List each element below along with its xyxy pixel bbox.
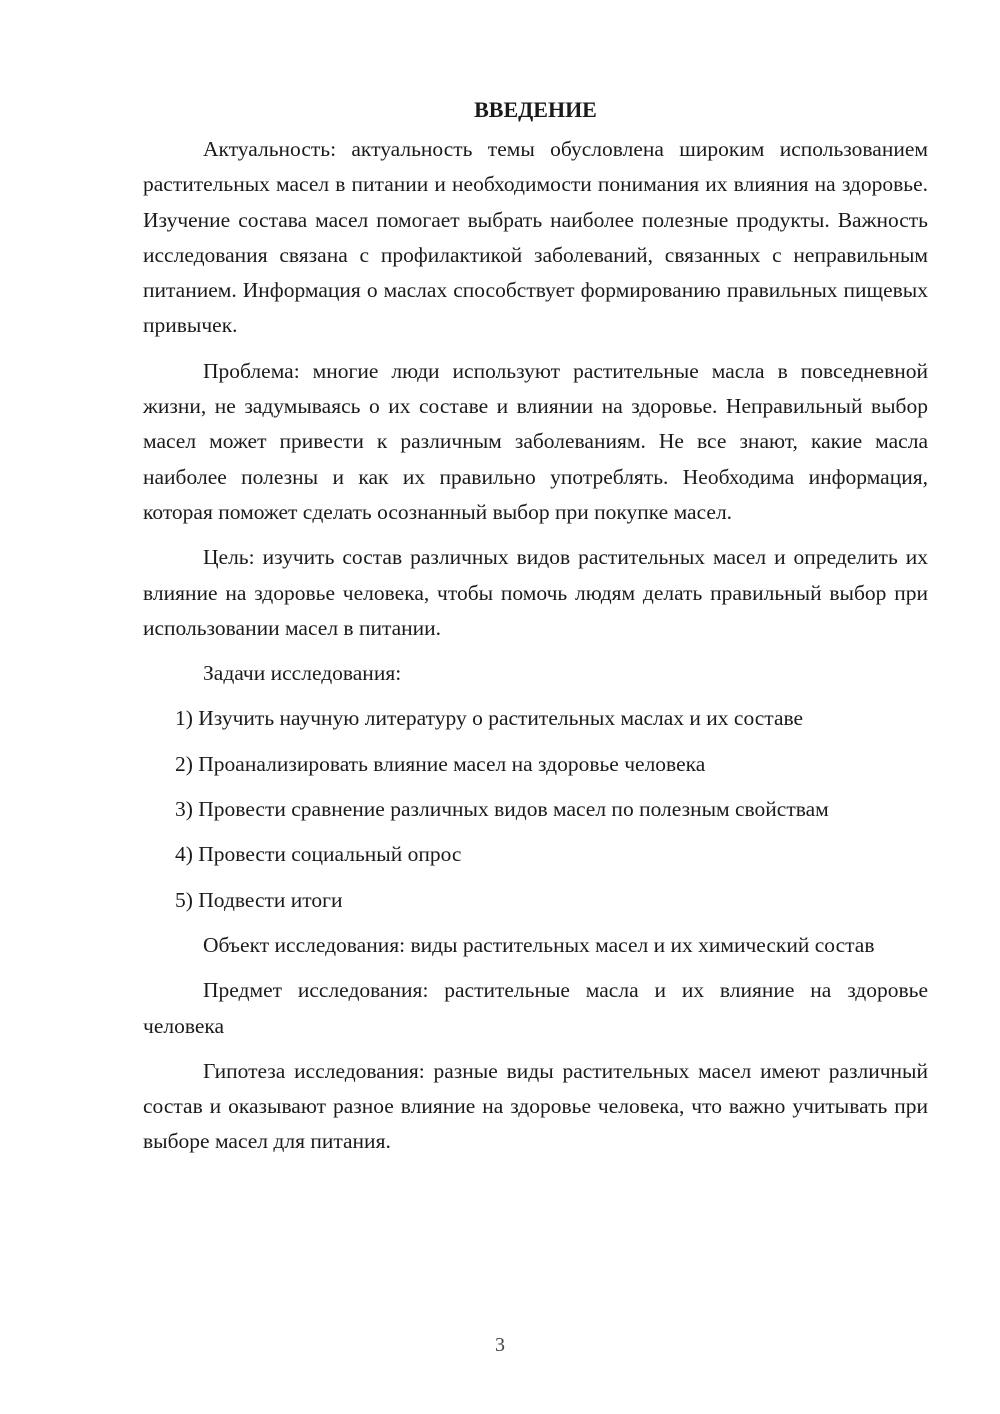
document-page <box>143 92 928 1170</box>
paragraph-relevance: Актуальность: актуальность темы обусловлена широким использованием растительных масел в питании и необходимости понимания их влияния на здоровье. Изучение состава масел помогает выбрать наиболее полезные продукты. Важность исследования связана с профилактикой заболеваний, связанных с неправильным питанием. Информация о маслах способствует формированию правильных пищевых привычек. <box>143 137 928 338</box>
page-number: 3 <box>495 1334 505 1356</box>
document-heading: ВВЕДЕНИЕ <box>474 97 597 122</box>
task-item: 2) Проанализировать влияние масел на здоровье человека <box>175 751 706 776</box>
paragraph-subject: Предмет исследования: растительные масла и их влияние на здоровье человека <box>143 978 928 1038</box>
tasks-title: Задачи исследования: <box>203 661 402 686</box>
task-item: 4) Провести социальный опрос <box>175 842 462 867</box>
paragraph-problem: Проблема: многие люди используют растительные масла в повседневной жизни, не задумываясь о их составе и влиянии на здоровье. Неправильный выбор масел может привести к различным заболеваниям. Не все знают, какие масла наиболее полезны и как их правильно употреблять. Необходима информация, которая поможет сделать осознанный выбор при покупке масел. <box>143 358 928 524</box>
task-item: 1) Изучить научную литературу о растительных маслах и их составе <box>175 706 804 731</box>
paragraph-object: Объект исследования: виды растительных масел и их химический состав <box>203 932 875 957</box>
task-item: 5) Подвести итоги <box>175 887 343 912</box>
paragraph-hypothesis: Гипотеза исследования: разные виды растительных масел имеют различный состав и оказывают разное влияние на здоровье человека, что важно учитывать при выборе масел для питания. <box>143 1058 928 1154</box>
task-item: 3) Провести сравнение различных видов масел по полезным свойствам <box>175 797 829 822</box>
paragraph-goal: Цель: изучить состав различных видов растительных масел и определить их влияние на здоровье человека, чтобы помочь людям делать правильный выбор при использовании масел в питании. <box>143 545 928 640</box>
